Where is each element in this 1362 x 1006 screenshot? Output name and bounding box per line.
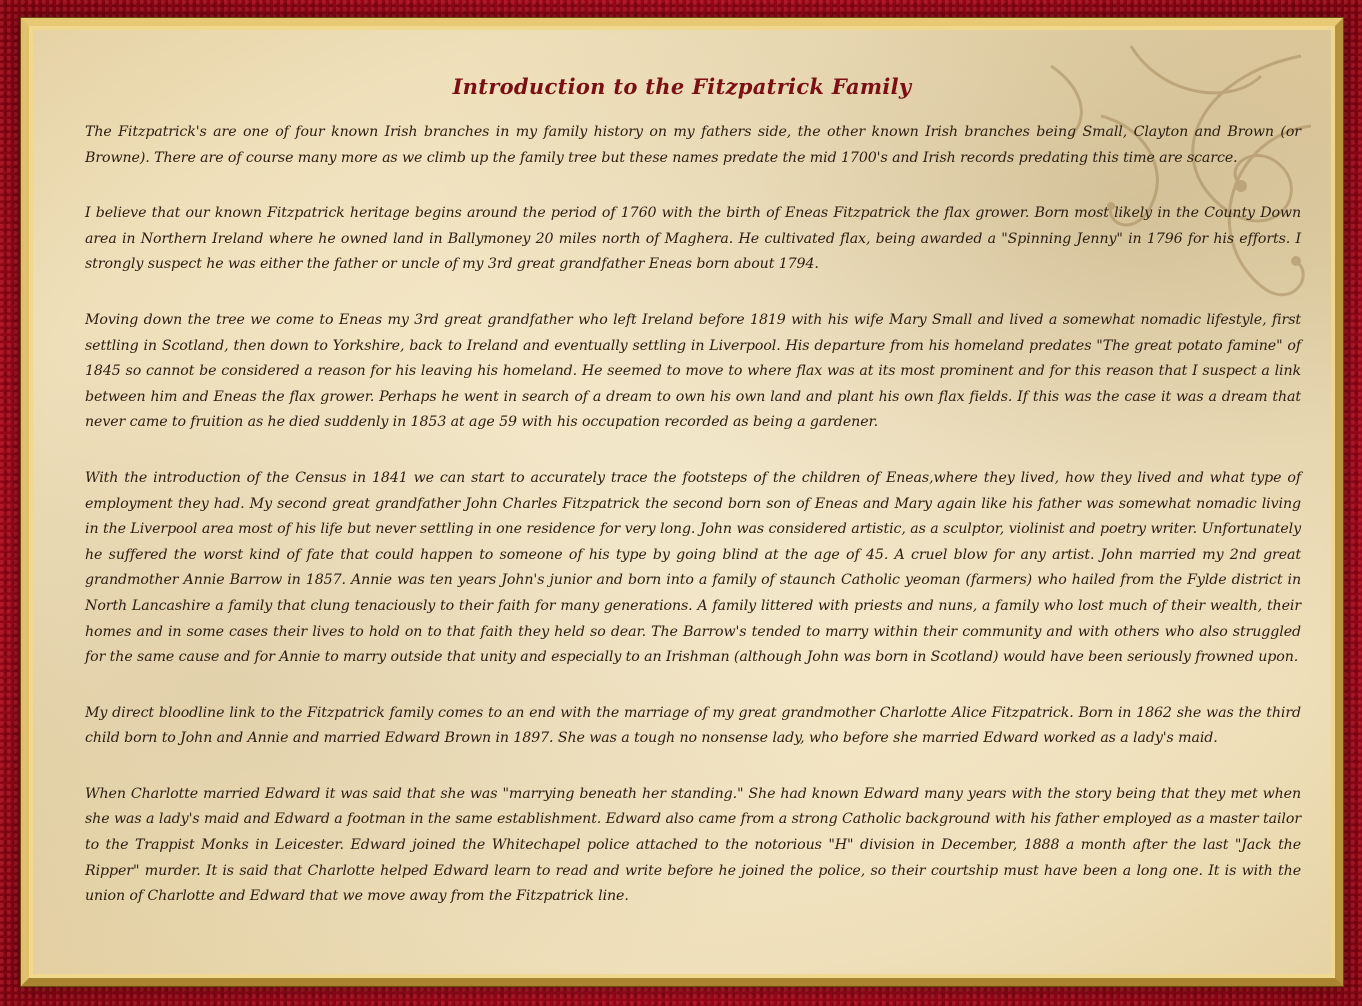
article-body: [85, 120, 1301, 940]
parchment-panel: [29, 26, 1335, 978]
gold-frame: [21, 18, 1343, 986]
paragraph-5: My direct bloodline link to the Fitzpatrick family comes to an end with the marriage of my great grandmother Charlotte Alice Fitzpatrick. Born in 1862 she was the third child born to John and Annie and married Edward Brown in 1897. She was a tough no nonsense lady, who before she married Edward worked as a lady's maid.: [85, 704, 1301, 747]
paragraph-4: With the introduction of the Census in 1841 we can start to accurately trace the footsteps of the children of Eneas,where they lived, how they lived and what type of employment they had. My second great grandfather John Charles Fitzpatrick the second born son of Eneas and Mary again like his father was somewhat nomadic living in the Liverpool area most of his life but never settling in one residence for very long. John was considered artistic, as a sculptor, violinist and poetry writer. Unfortunately he suffered the worst kind of fate that could happen to someone of his type by going blind at the age of 45. A cruel blow for any artist. John married my 2nd great grandmother Annie Barrow in 1857. Annie was ten years John's junior and born into a family of staunch Catholic yeoman (farmers) who hailed from the Fylde district in North Lancashire a family that clung tenaciously to their faith for many generations. A family littered with priests and nuns, a family who lost much of their wealth, their homes and in some cases their lives to hold on to that faith they held so dear. The Barrow's tended to marry within their community and with others who also struggled for the same cause and for Annie to marry outside that unity and especially to an Irishman (although John was born in Scotland) would have been seriously frowned upon.: [85, 469, 1301, 666]
paragraph-6: When Charlotte married Edward it was said that she was "marrying beneath her standing." She had known Edward many years with the story being that they met when she was a lady's maid and Edward a footman in the same establishment. Edward also came from a strong Catholic background with his father employed as a master tailor to the Trappist Monks in Leicester. Edward joined the Whitechapel police attached to the notorious "H" division in December, 1888 a month after the last "Jack the Ripper" murder. It is said that Charlotte helped Edward learn to read and write before he joined the police, so their courtship must have been a long one. It is with the union of Charlotte and Edward that we move away from the Fitzpatrick line.: [85, 785, 1301, 905]
paragraph-2: I believe that our known Fitzpatrick heritage begins around the period of 1760 with the birth of Eneas Fitzpatrick the flax grower. Born most likely in the County Down area in Northern Ireland where he owned land in Ballymoney 20 miles north of Maghera. He cultivated flax, being awarded a "Spinning Jenny" in 1796 for his efforts. I strongly suspect he was either the father or uncle of my 3rd great grandfather Eneas born about 1794.: [85, 205, 1301, 273]
paragraph-1: The Fitzpatrick's are one of four known Irish branches in my family history on my fathers side, the other known Irish branches being Small, Clayton and Brown (or Browne). There are of course many more as we climb up the family tree but these names predate the mid 1700's and Irish records predating this time are scarce.: [85, 124, 1301, 166]
page-title: Introduction to the Fitzpatrick Family: [452, 74, 912, 99]
paragraph-3: Moving down the tree we come to Eneas my 3rd great grandfather who left Ireland before 1819 with his wife Mary Small and lived a somewhat nomadic lifestyle, first settling in Scotland, then down to Yorkshire, back to Ireland and eventually settling in Liverpool. His departure from his homeland predates "The great potato famine" of 1845 so cannot be considered a reason for his leaving his homeland. He seemed to move to where flax was at its most prominent and for this reason that I suspect a link between him and Eneas the flax grower. Perhaps he went in search of a dream to own his own land and plant his own flax fields. If this was the case it was a dream that never came to fruition as he died suddenly in 1853 at age 59 with his occupation recorded as being a gardener.: [85, 311, 1301, 431]
